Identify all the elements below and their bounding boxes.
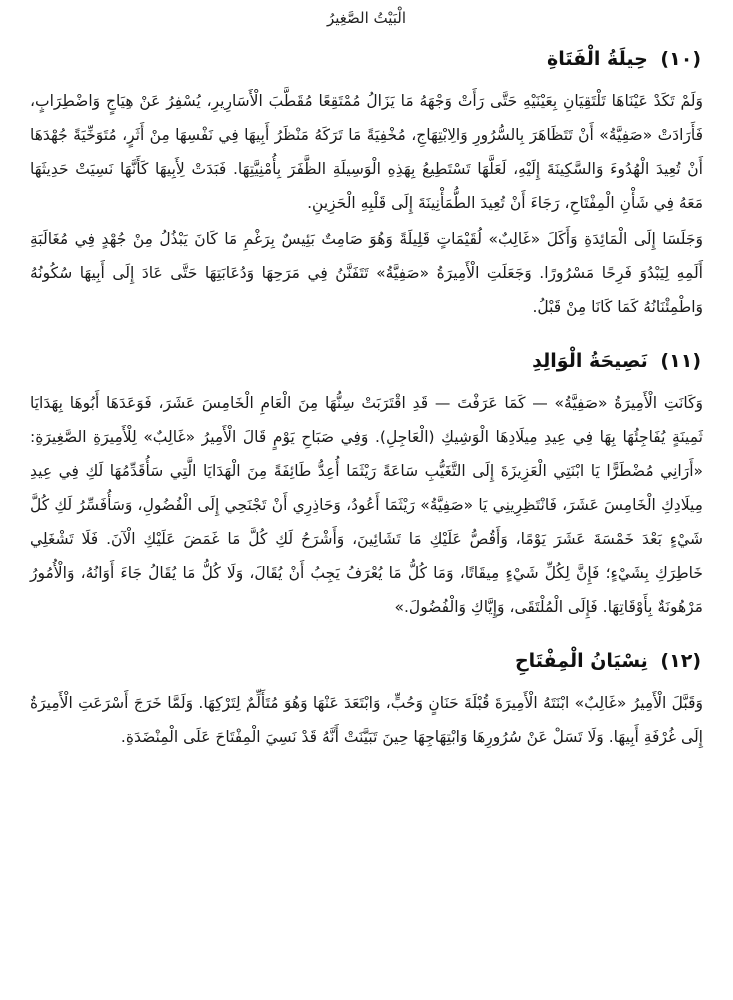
section-title bbox=[30, 646, 701, 676]
section-number: (١٠) bbox=[660, 48, 701, 70]
paragraph: وَلَمْ تَكَدْ عَيْنَاهَا تَلْتَقِيَانِ بِعَيْنَيْهِ حَتَّى رَأَتْ وَجْهَهُ مَا يَزَالُ مُمْتَقِعًا مُقَطَّبَ الْأَسَارِيرِ، يُسْفِرُ عَنْ هِيَاجٍ وَاضْطِرَابٍ، فَأَرَادَتْ «صَفِيَّةُ» أَنْ تَتَظَاهَرَ بِالسُّرُورِ وَالِابْتِهَاجِ، مُخْفِيَةً مَا تَرَكَهُ مَنْظَرُ أَبِيهَا فِي نَفْسِهَا مِنْ أَثَرٍ، مُتَوَخِّيَةً جُهْدَهَا أَنْ تُعِيدَ الْهُدُوءَ وَالسَّكِينَةَ إِلَيْهِ، لَعَلَّهَا تَسْتَطِيعُ بِهَذِهِ الْوَسِيلَةِ الظَّفَرَ بِأُمْنِيَّتِهَا. فَبَدَتْ لِأَبِيهَا كَأَنَّهَا نَسِيَتْ حَدِيثَهَا مَعَهُ فِي شَأْنِ الْمِفْتَاحِ، رَجَاءَ أَنْ تُعِيدَ الطُّمَأْنِينَةَ إِلَى قَلْبِهِ الْحَزِينِ. bbox=[30, 92, 703, 212]
section-11 bbox=[30, 346, 703, 624]
section-title-text: نَصِيحَةُ الْوَالِدِ bbox=[532, 350, 648, 372]
section-title bbox=[30, 44, 701, 74]
section-number: (١٢) bbox=[660, 650, 701, 672]
section-number: (١١) bbox=[660, 350, 701, 372]
section-title-text: حِيلَةُ الْفَتَاةِ bbox=[547, 48, 648, 70]
running-head: الْبَيْتُ الصَّغِيرُ bbox=[326, 9, 407, 27]
section-10 bbox=[30, 44, 703, 324]
paragraph: وَجَلَسَا إِلَى الْمَائِدَةِ وَأَكَلَ «غَالِبٌ» لُقَيْمَاتٍ قَلِيلَةً وَهُوَ صَامِتٌ بَئِيسٌ بِرَغْمِ مَا كَانَ يَبْذُلُ مِنْ جُهْدٍ فِي مُغَالَبَةِ أَلَمِهِ لِيَبْدُوَ فَرِحًا مَسْرُورًا. وَجَعَلَتِ الْأَمِيرَةُ «صَفِيَّةُ» تَتَفَنَّنُ فِي مَرَحِهَا وَدُعَابَتِهَا حَتَّى عَادَ إِلَى أَبِيهَا سُكُونُهُ وَاطْمِئْنَانُهُ كَمَا كَانَا مِنْ قَبْلُ. bbox=[30, 230, 703, 316]
section-title bbox=[30, 346, 701, 376]
paragraph: وَكَانَتِ الْأَمِيرَةُ «صَفِيَّةُ» — كَمَا عَرَفْتَ — قَدِ اقْتَرَبَتْ سِنُّهَا مِنَ الْعَامِ الْخَامِسَ عَشَرَ، فَوَعَدَهَا أَبُوهَا بِهَدَايَا ثَمِينَةٍ يُفَاجِئُهَا بِهَا فِي عِيدِ مِيلَادِهَا الْوَشِيكِ (الْعَاجِلِ). وَفِي صَبَاحِ يَوْمٍ قَالَ الْأَمِيرُ «غَالِبٌ» لِلْأَمِيرَةِ الصَّغِيرَةِ: «أَرَانِي مُضْطَرًّا يَا ابْنَتِي الْعَزِيزَةَ إِلَى التَّغَيُّبِ سَاعَةً رَيْثَمَا أُعِدُّ طَائِفَةً مِنَ الْهَدَايَا الَّتِي سَأُقَدِّمُهَا لَكِ فِي عِيدِ مِيلَادِكِ الْخَامِسَ عَشَرَ، فَانْتَظِرِينِي يَا «صَفِيَّةُ» رَيْثَمَا أَعُودُ، وَحَاذِرِي أَنْ تَجْنَحِي إِلَى الْفُضُولِ، وَسَأُفَسِّرُ لَكِ كُلَّ شَيْءٍ بَعْدَ خَمْسَةَ عَشَرَ يَوْمًا، وَأَقُصُّ عَلَيْكِ مَا تَشَائِينَ، وَأَشْرَحُ لَكِ كُلَّ مَا غَمَضَ عَلَيْكِ الْآنَ. فَلَا تَشْغَلِي خَاطِرَكِ بِشَيْءٍ؛ فَإِنَّ لِكُلِّ شَيْءٍ مِيقَاتًا، وَمَا كُلُّ مَا يُعْرَفُ يَجِبُ أَنْ يُقَالَ، وَلَا كُلُّ مَا يُقَالُ جَاءَ أَوَانُهُ، وَالْأُمُورُ مَرْهُونَةٌ بِأَوْقَاتِهَا. فَإِلَى الْمُلْتَقَى، وَإِيَّاكِ وَالْفُضُولَ.» bbox=[30, 394, 703, 616]
paragraph: وَقَبَّلَ الْأَمِيرُ «غَالِبٌ» ابْنَتَهُ الْأَمِيرَةَ قُبْلَةَ حَنَانٍ وَحُبٍّ، وَابْتَعَدَ عَنْهَا وَهُوَ مُتَأَلِّمٌ لِتَرْكِهَا. وَلَمَّا خَرَجَ أَسْرَعَتِ الْأَمِيرَةُ إِلَى غُرْفَةِ أَبِيهَا. وَلَا تَسَلْ عَنْ سُرُورِهَا وَابْتِهَاجِهَا حِينَ تَبَيَّنَتْ أَنَّهُ قَدْ نَسِيَ الْمِفْتَاحَ عَلَى الْمِنْضَدَةِ. bbox=[30, 694, 703, 746]
section-title-text: نِسْيَانُ الْمِفْتَاحِ bbox=[514, 650, 648, 672]
section-12 bbox=[30, 646, 703, 754]
